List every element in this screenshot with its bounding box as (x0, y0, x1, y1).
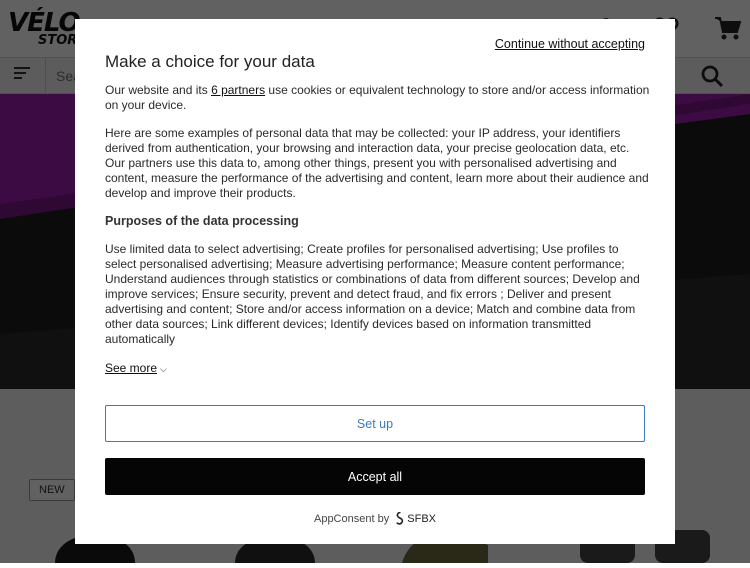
consent-dialog (75, 19, 675, 544)
purposes-heading: Purposes of the data processing (105, 214, 299, 228)
powered-by (75, 512, 675, 525)
chevron-down-icon: ⌵ (160, 364, 167, 374)
purposes-paragraph: Use limited data to select advertising; Create profiles for personalised advertising; Use profiles to select personalised advertising; Measure advertising performance; Measure content performance; Understand audiences through statistics or combinations of data from different sources; Develop and improve services; Ensure security, prevent and detect fraud, and fix errors ; Deliver and present advertising and content; Store and/or access information on a device; Match and combine data from other data sources; Link different devices; Identify devices based on information transmitted automatically (105, 242, 640, 346)
dialog-body (105, 83, 650, 377)
dialog-title: Make a choice for your data (105, 52, 315, 71)
powered-by-brand: SFBX (407, 513, 436, 525)
intro-text-after: use cookies or equivalent technology to store and/or access information on your device. (105, 83, 650, 112)
see-more-toggle[interactable] (105, 361, 167, 377)
accept-all-button[interactable]: Accept all (105, 458, 645, 495)
continue-without-accepting-link[interactable]: Continue without accepting (494, 37, 645, 51)
see-more-label: See more (105, 361, 158, 375)
setup-button[interactable]: Set up (105, 405, 645, 442)
examples-paragraph: Here are some examples of personal data that may be collected: your IP address, your identifiers derived from authentication, your browsing and interaction data, your precise geolocation data, etc. Our partners use this data to, among other things, present you with personalised advertising and content, measure the performance of the advertising and content, learn more about their audience and develop and improve their products. (105, 126, 649, 200)
sfbx-logo-icon (392, 513, 407, 525)
intro-text-before: Our website and its (105, 83, 212, 97)
powered-by-prefix: AppConsent by (313, 513, 390, 525)
partners-link[interactable]: 6 partners (211, 83, 266, 97)
intro-paragraph (105, 83, 650, 113)
